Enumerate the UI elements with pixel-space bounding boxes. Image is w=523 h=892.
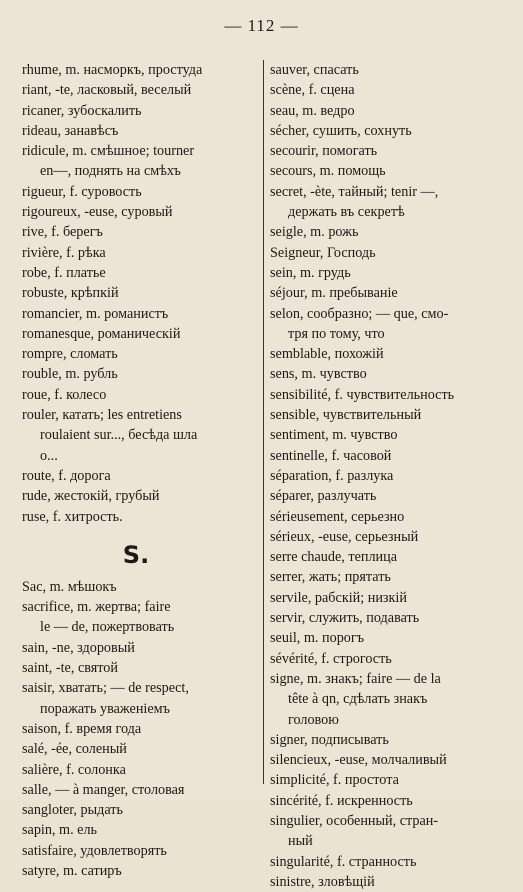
dictionary-entry-line: séparer, разлучать [270, 488, 377, 505]
dictionary-entry-line: sécher, сушить, сохнуть [270, 122, 412, 139]
entry-continuation-line: тря по тому, что [288, 325, 385, 342]
dictionary-entry-line: signer, подписывать [270, 731, 389, 748]
dictionary-entry-line: sensible, чувствительный [270, 407, 422, 424]
dictionary-entry-line: sensibilité, f. чувствительность [270, 386, 455, 403]
dictionary-entry-line: signe, m. знакъ; faire — de la [270, 670, 441, 687]
dictionary-entry-line: rivière, f. рѣка [22, 244, 106, 261]
dictionary-entry-line: secours, m. помощь [270, 163, 386, 180]
dictionary-entry-line: satyre, m. сатиръ [22, 862, 122, 879]
dictionary-entry-line: ruse, f. хитрость. [22, 508, 123, 525]
dictionary-entry-line: séjour, m. пребываніе [270, 285, 398, 302]
dictionary-entry-line: salière, f. солонка [22, 761, 126, 778]
entry-continuation-line: головою [288, 711, 339, 728]
dictionary-entry-line: robuste, крѣпкій [22, 285, 119, 302]
dictionary-entry-line: serre chaude, теплица [270, 549, 398, 566]
dictionary-entry-line: scène, f. сцена [270, 82, 355, 99]
dictionary-entry-line: salé, -ée, соленый [22, 741, 127, 758]
dictionary-entry-line: sapin, m. ель [22, 822, 98, 839]
dictionary-entry-line: secourir, помогать [270, 143, 378, 160]
dictionary-entry-line: sévérité, f. строгость [270, 650, 392, 667]
entry-continuation-line: держать въ секретѣ [288, 204, 405, 221]
entry-continuation-line: ный [288, 833, 313, 850]
dictionary-entry-line: servir, служить, подавать [270, 610, 420, 627]
dictionary-entry-line: selon, сообразно; — que, смо- [270, 305, 449, 322]
dictionary-entry-line: satisfaire, удовлетворять [22, 842, 167, 859]
dictionary-entry-line: rive, f. берегъ [22, 224, 103, 241]
entry-continuation-line: roulaient sur..., бесѣда шла [40, 427, 198, 444]
dictionary-entry-line: sentiment, m. чувство [270, 427, 398, 444]
dictionary-entry-line: romanesque, романическій [22, 325, 181, 342]
dictionary-entry-line: sinistre, зловѣщій [270, 873, 375, 890]
column-divider [263, 60, 264, 784]
dictionary-entry-line: saison, f. время года [22, 720, 142, 737]
dictionary-entry-line: rideau, занавѣсъ [22, 122, 119, 139]
entry-continuation-line: поражать уваженіемъ [40, 700, 170, 717]
dictionary-entry-line: riant, -te, ласковый, веселый [22, 82, 192, 99]
dictionary-entry-line: roue, f. колесо [22, 386, 107, 403]
right-column [270, 60, 510, 892]
dictionary-entry-line: seau, m. ведро [270, 102, 355, 119]
dictionary-entry-line: semblable, похожій [270, 346, 384, 363]
entry-continuation-line: tête à qn, сдѣлать знакъ [288, 691, 428, 708]
dictionary-entry-line: serrer, жать; прятать [270, 569, 391, 586]
dictionary-entry-line: salle, — à manger, столовая [22, 781, 185, 798]
dictionary-entry-line: servile, рабскій; низкій [270, 589, 407, 606]
page-number-header: — 112 — [224, 16, 299, 35]
dictionary-entry-line: rigueur, f. суровость [22, 183, 142, 200]
section-heading: S. [122, 540, 150, 569]
dictionary-entry-line: sincérité, f. искренность [270, 792, 413, 809]
dictionary-entry-line: sens, m. чувство [270, 366, 367, 383]
dictionary-entry-line: rhume, m. насморкъ, простуда [22, 62, 203, 78]
dictionary-entry-line: sain, -ne, здоровый [22, 639, 135, 656]
dictionary-entry-line: simplicité, f. простота [270, 772, 399, 789]
dictionary-entry-line: romancier, m. романистъ [22, 305, 169, 322]
left-column [22, 60, 262, 881]
dictionary-entry-line: sein, m. грудь [270, 264, 351, 281]
dictionary-entry-line: rigoureux, -euse, суровый [22, 204, 173, 221]
dictionary-entry-line: Sac, m. мѣшокъ [22, 578, 117, 595]
dictionary-entry-line: route, f. дорога [22, 467, 111, 484]
entry-continuation-line: o... [40, 447, 58, 464]
dictionary-entry-line: saint, -te, святой [22, 660, 118, 677]
dictionary-entry-line: sacrifice, m. жертва; faire [22, 599, 171, 616]
dictionary-entry-line: rompre, сломать [22, 346, 118, 363]
dictionary-entry-line: secret, -ète, тайный; tenir —, [270, 183, 439, 200]
dictionary-entry-line: rouler, катать; les entretiens [22, 407, 182, 424]
dictionary-entry-line: rouble, m. рубль [22, 366, 118, 383]
dictionary-entry-line: sérieux, -euse, серьезный [270, 528, 419, 545]
dictionary-entry-line: robe, f. платье [22, 264, 106, 281]
dictionary-entry-line: rude, жестокій, грубый [22, 488, 160, 505]
dictionary-entry-line: silencieux, -euse, молчаливый [270, 752, 447, 769]
dictionary-entry-line: ricaner, зубоскалить [22, 102, 142, 119]
dictionary-entry-line: sauver, спасать [270, 62, 359, 78]
dictionary-entry-line: seuil, m. порогъ [270, 630, 365, 647]
entry-continuation-line: en—, поднять на смѣхъ [40, 163, 181, 180]
dictionary-entry-line: sérieusement, серьезно [270, 508, 405, 525]
dictionary-entry-line: seigle, m. рожь [270, 224, 359, 241]
dictionary-entry-line: singularité, f. странность [270, 853, 417, 870]
dictionary-entry-line: séparation, f. разлука [270, 467, 394, 484]
entry-continuation-line: le — de, пожертвовать [40, 619, 175, 636]
dictionary-entry-line: saisir, хватать; — de respect, [22, 680, 189, 697]
dictionary-entry-line: ridicule, m. смѣшное; tourner [22, 143, 195, 160]
dictionary-entry-line: Seigneur, Господь [270, 244, 376, 261]
dictionary-entry-line: singulier, особенный, стран- [270, 812, 439, 829]
dictionary-entry-line: sangloter, рыдать [22, 802, 123, 819]
dictionary-entry-line: sentinelle, f. часовой [270, 447, 392, 464]
